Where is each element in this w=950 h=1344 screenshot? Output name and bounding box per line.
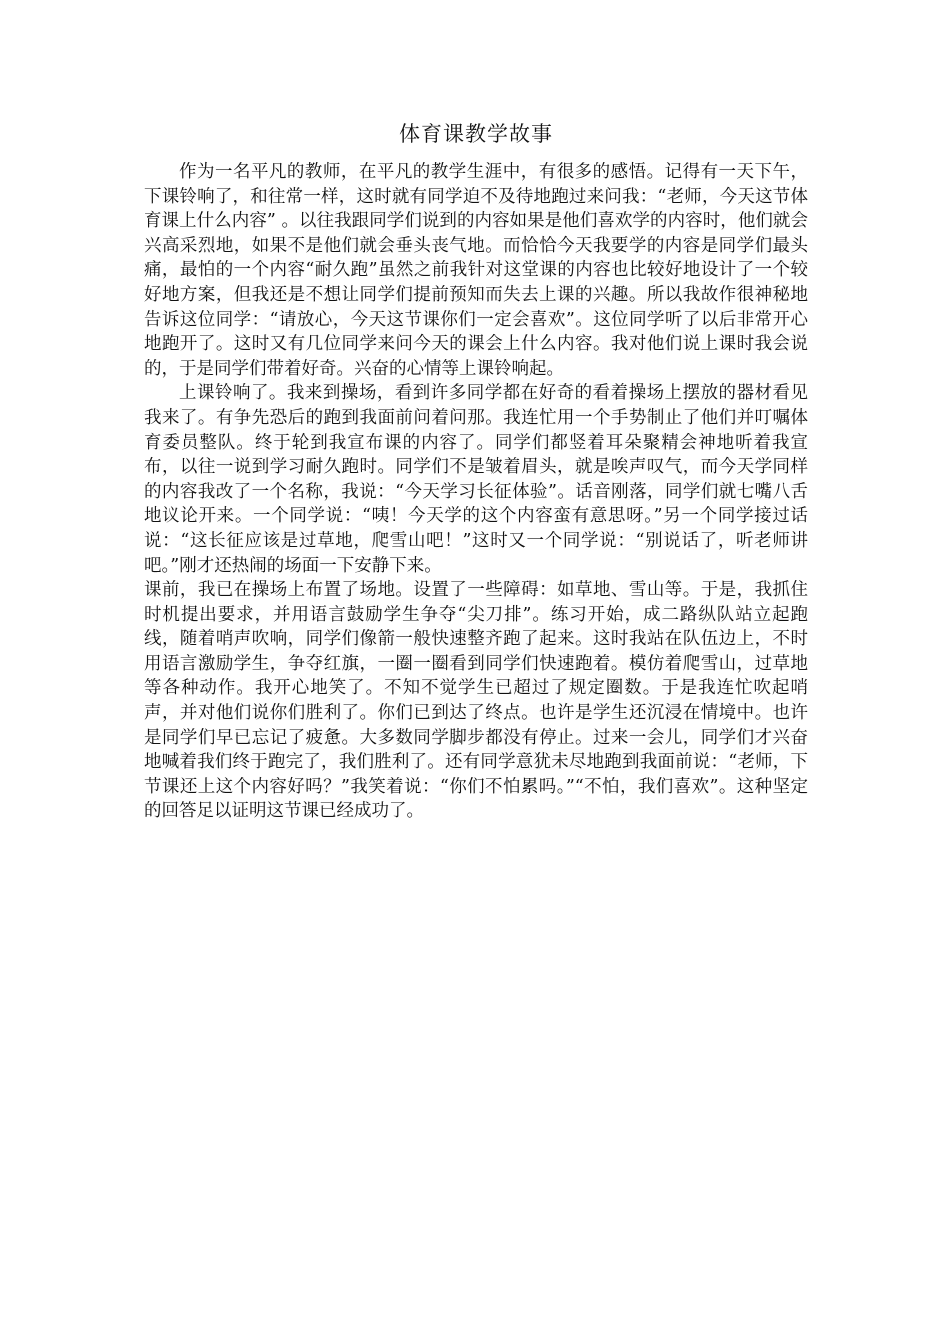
document-title: 体育课教学故事 xyxy=(399,122,553,146)
paragraph-2: 上课铃响了。我来到操场，看到许多同学都在好奇的看着操场上摆放的器材看见我来了。有争先恐后的跑到我面前问着问那。我连忙用一个手势制止了他们并叮嘱体育委员整队。终于轮到我宣布课的内容了。同学们都竖着耳朵聚精会神地听着我宣布，以往一说到学习耐久跑时。同学们不是皱着眉头，就是唉声叹气，而今天学同样的内容我改了一个名称，我说：“今天学习长征体验”。话音刚落，同学们就七嘴八舌地议论开来。一个同学说：“咦！今天学的这个内容蛮有意思呀。”另一个同学接过话说：“这长征应该是过草地，爬雪山吧！”这时又一个同学说：“别说话了，听老师讲吧。”刚才还热闹的场面一下安静下来。 xyxy=(144,383,808,576)
document-page xyxy=(144,118,808,824)
paragraph-3: 课前，我已在操场上布置了场地。设置了一些障碍：如草地、雪山等。于是，我抓住时机提出要求，并用语言鼓励学生争夺“尖刀排”。练习开始，成二路纵队站立起跑线，随着哨声吹响，同学们像箭一般快速整齐跑了起来。这时我站在队伍边上，不时用语言激励学生，争夺红旗，一圈一圈看到同学们快速跑着。模仿着爬雪山，过草地等各种动作。我开心地笑了。不知不觉学生已超过了规定圈数。于是我连忙吹起哨声，并对他们说你们胜利了。你们已到达了终点。也许是学生还沉浸在情境中。也许是同学们早已忘记了疲惫。大多数同学脚步都没有停止。过来一会儿，同学们才兴奋地喊着我们终于跑完了，我们胜利了。还有同学意犹未尽地跑到我面前说：“老师，下节课还上这个内容好吗？”我笑着说：“你们不怕累吗。”“不怕，我们喜欢”。这种坚定的回答足以证明这节课已经成功了。 xyxy=(144,580,808,822)
paragraph-1: 作为一名平凡的教师，在平凡的教学生涯中，有很多的感悟。记得有一天下午，下课铃响了，和往常一样，这时就有同学迫不及待地跑过来问我：“老师，今天这节体育课上什么内容” 。以往我跟同学们说到的内容如果是他们喜欢学的内容时，他们就会兴高采烈地，如果不是他们就会垂头丧气地。而恰恰今天我要学的内容是同学们最头痛，最怕的一个内容“耐久跑”虽然之前我针对这堂课的内容也比较好地设计了一个较好地方案，但我还是不想让同学们提前预知而失去上课的兴趣。所以我故作很神秘地告诉这位同学：“请放心，今天这节课你们一定会喜欢”。这位同学听了以后非常开心地跑开了。这时又有几位同学来问今天的课会上什么内容。我对他们说上课时我会说的，于是同学们带着好奇。兴奋的心情等上课铃响起。 xyxy=(144,162,808,379)
